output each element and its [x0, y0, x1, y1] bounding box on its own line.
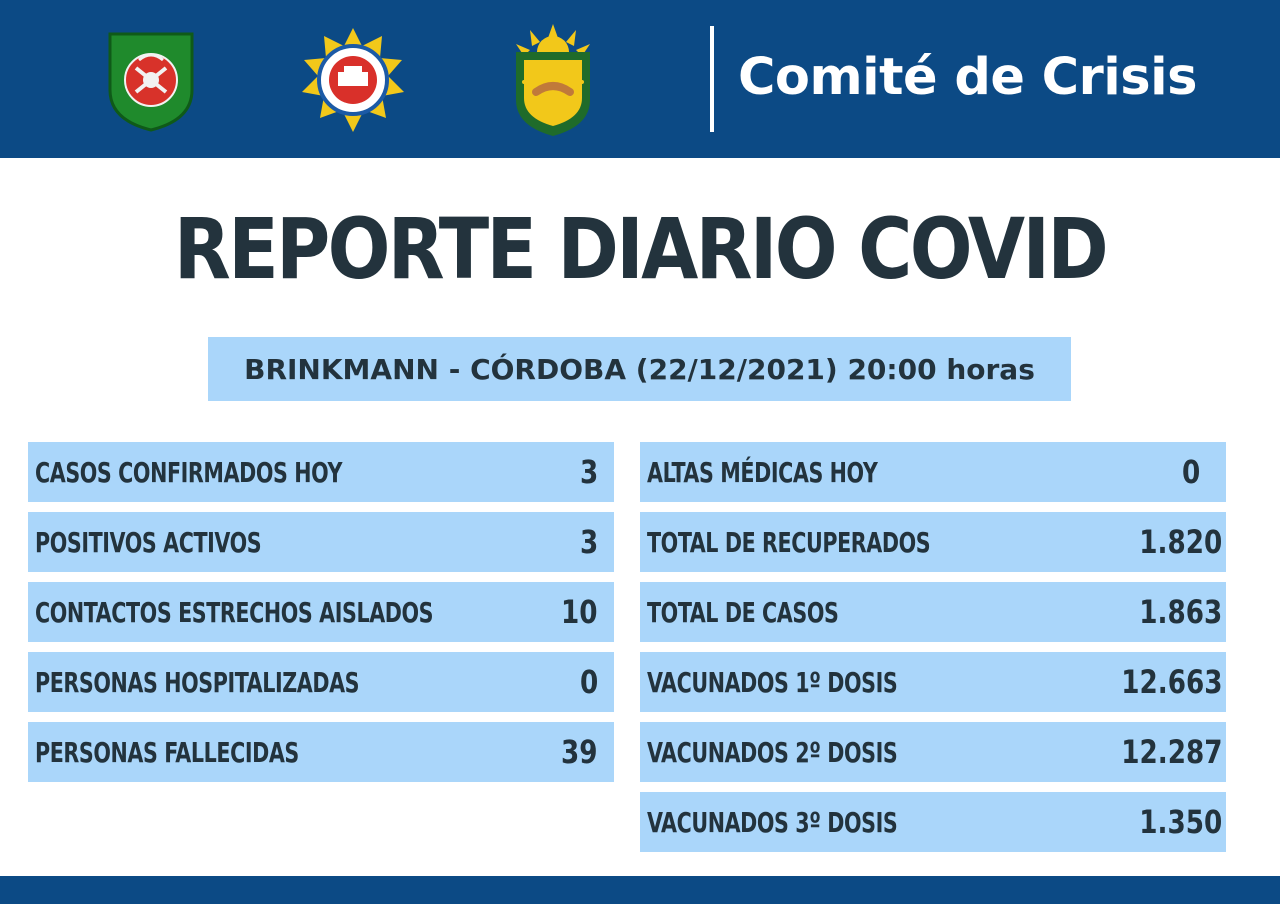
- stat-label: PERSONAS HOSPITALIZADAS: [35, 666, 360, 699]
- stat-label: CASOS CONFIRMADOS HOY: [35, 456, 343, 489]
- report-subtitle: [208, 337, 1071, 401]
- stat-label: VACUNADOS 2º DOSIS: [647, 736, 898, 769]
- stat-label: POSITIVOS ACTIVOS: [35, 526, 262, 559]
- report-subtitle-text: BRINKMANN - CÓRDOBA (22/12/2021) 20:00 horas: [244, 352, 1035, 386]
- stat-label: PERSONAS FALLECIDAS: [35, 736, 299, 769]
- stat-value: 1.863: [1139, 593, 1222, 631]
- stat-label: VACUNADOS 3º DOSIS: [647, 806, 898, 839]
- stat-label: ALTAS MÉDICAS HOY: [647, 456, 878, 489]
- stats-right-column: [640, 442, 1226, 862]
- municipal-coat-of-arms-icon: [510, 22, 596, 140]
- firefighters-emblem-icon: [106, 30, 196, 132]
- stat-value: 12.663: [1120, 663, 1222, 701]
- stat-value: 1.820: [1139, 523, 1222, 561]
- stat-value: 12.287: [1120, 733, 1222, 771]
- stat-row-positivos-activos: [28, 512, 614, 572]
- stat-value: 3: [579, 453, 598, 491]
- stat-value: 39: [561, 733, 598, 771]
- stat-row-total-de-recuperados: [640, 512, 1226, 572]
- stat-row-vacunados-1-dosis: [640, 652, 1226, 712]
- stat-value: 1.350: [1139, 803, 1222, 841]
- stats-left-column: [28, 442, 614, 792]
- header-divider: [710, 26, 714, 132]
- header-title: Comité de Crisis: [738, 48, 1197, 107]
- stat-row-vacunados-3-dosis: [640, 792, 1226, 852]
- stat-row-altas-medicas-hoy: [640, 442, 1226, 502]
- stat-row-personas-fallecidas: [28, 722, 614, 782]
- stat-label: VACUNADOS 1º DOSIS: [647, 666, 898, 699]
- stat-label: TOTAL DE RECUPERADOS: [647, 526, 931, 559]
- stat-row-total-de-casos: [640, 582, 1226, 642]
- stat-row-contactos-estrechos-aislados: [28, 582, 614, 642]
- stat-label: CONTACTOS ESTRECHOS AISLADOS: [35, 596, 434, 629]
- stat-value: 10: [561, 593, 598, 631]
- stat-row-casos-confirmados-hoy: [28, 442, 614, 502]
- stat-value: 0: [1181, 453, 1200, 491]
- stat-row-vacunados-2-dosis: [640, 722, 1226, 782]
- stat-row-personas-hospitalizadas: [28, 652, 614, 712]
- police-badge-icon: [298, 26, 408, 136]
- stat-label: TOTAL DE CASOS: [647, 596, 839, 629]
- stat-value: 0: [579, 663, 598, 701]
- report-title: REPORTE DIARIO COVID: [173, 200, 1107, 298]
- header-banner: [0, 0, 1280, 158]
- footer-bar: [0, 876, 1280, 904]
- stat-value: 3: [579, 523, 598, 561]
